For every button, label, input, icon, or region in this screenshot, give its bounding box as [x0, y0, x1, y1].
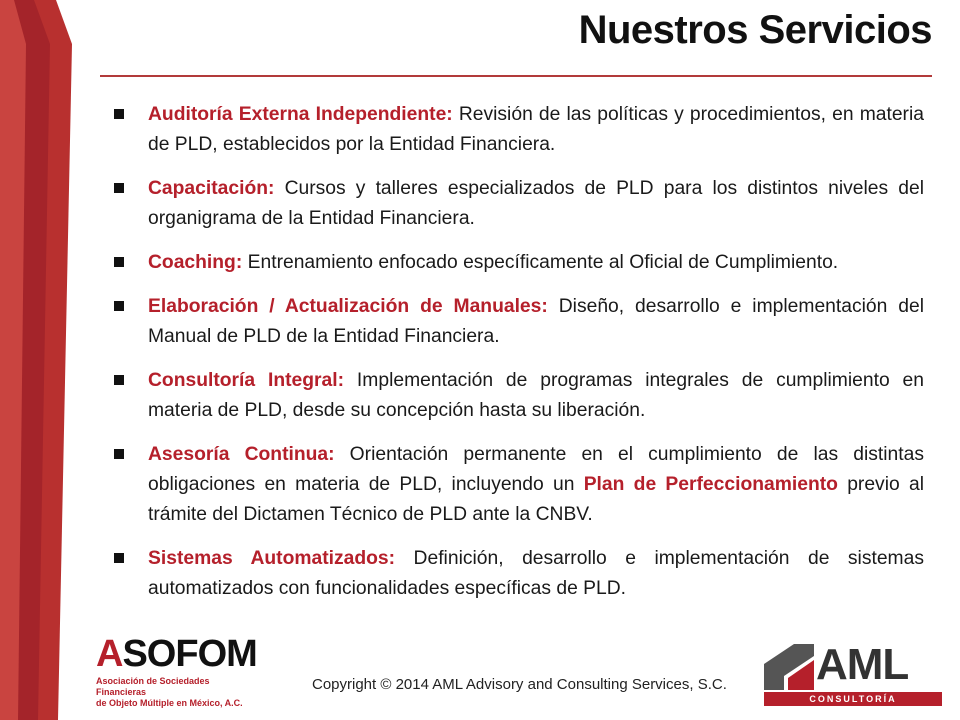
list-item	[112, 544, 924, 604]
square-bullet-icon	[114, 109, 124, 119]
service-description: Diseño, desarrollo e implementación del Manual de PLD de la Entidad Financiera.	[148, 296, 925, 347]
service-description: Orientación permanente en el cumplimiento de las distintas obligaciones en materia de PLD, incluyendo un	[148, 444, 924, 495]
service-name: Auditoría Externa Independiente:	[148, 104, 453, 125]
service-description: Implementación de programas integrales de cumplimiento en materia de PLD, desde su concepción hasta su liberación.	[148, 370, 924, 421]
service-name: Consultoría Integral:	[148, 370, 345, 391]
service-description: Entrenamiento enfocado específicamente al Oficial de Cumplimiento.	[242, 252, 839, 273]
square-bullet-icon	[114, 301, 124, 311]
list-item	[112, 100, 924, 160]
aml-logo-mark-icon	[764, 644, 814, 690]
service-description: Revisión de las políticas y procedimientos, en materia de PLD, establecidos por la Entidad Financiera.	[148, 104, 924, 155]
copyright-text: Copyright © 2014 AML Advisory and Consulting Services, S.C.	[312, 676, 727, 693]
square-bullet-icon	[114, 183, 124, 193]
service-name: Asesoría Continua:	[148, 444, 335, 465]
service-name: Capacitación:	[148, 178, 275, 199]
square-bullet-icon	[114, 553, 124, 563]
services-list	[112, 100, 924, 618]
asofom-subtitle: Asociación de Sociedades Financieras de Objeto Múltiple en México, A.C.	[96, 676, 243, 708]
service-description: Definición, desarrollo e implementación de sistemas automatizados con funcionalidades específicas de PLD.	[148, 548, 924, 599]
list-item	[112, 366, 924, 426]
asofom-wordmark: ASOFOM	[96, 633, 257, 675]
aml-wordmark: AML	[816, 640, 909, 689]
service-name: Sistemas Automatizados:	[148, 548, 396, 569]
service-emphasis: Plan de Perfeccionamiento	[583, 474, 838, 495]
list-item	[112, 440, 924, 530]
square-bullet-icon	[114, 449, 124, 459]
decorative-red-stripe	[0, 0, 72, 720]
square-bullet-icon	[114, 375, 124, 385]
service-name: Elaboración / Actualización de Manuales:	[148, 296, 548, 317]
title-divider	[100, 75, 932, 77]
list-item	[112, 174, 924, 234]
square-bullet-icon	[114, 257, 124, 267]
page-title: Nuestros Servicios	[578, 8, 932, 52]
service-description: Cursos y talleres especializados de PLD para los distintos niveles del organigrama de la Entidad Financiera.	[148, 178, 924, 229]
service-name: Coaching:	[148, 252, 243, 273]
asofom-logo	[96, 633, 257, 708]
list-item	[112, 292, 924, 352]
aml-logo	[764, 640, 942, 718]
service-description-end: previo al trámite del Dictamen Técnico de PLD ante la CNBV.	[148, 474, 924, 525]
list-item	[112, 248, 924, 278]
aml-subtitle: CONSULTORÍA ESPECIALIZADA	[764, 692, 942, 706]
